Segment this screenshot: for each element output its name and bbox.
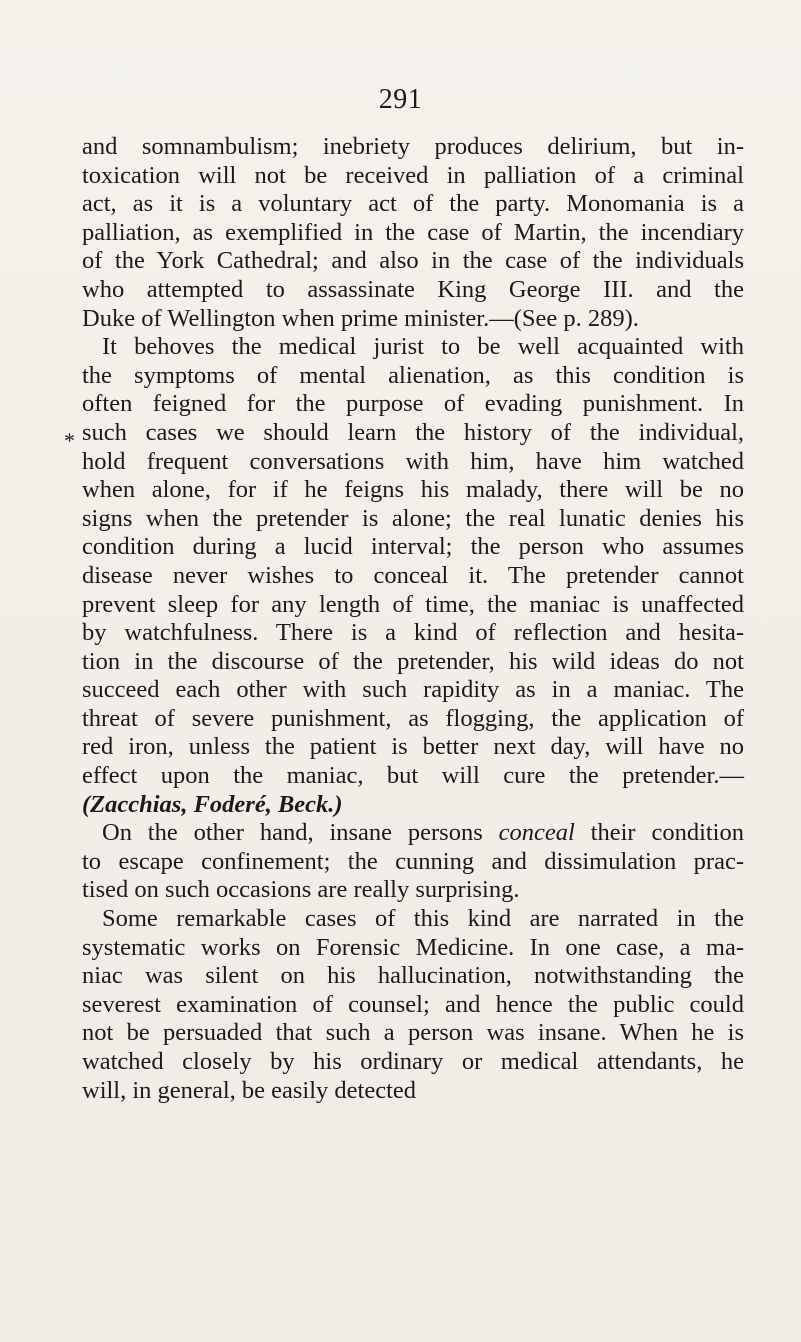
emphasis: conceal [498, 819, 575, 847]
text-line: the symptoms of mental alienation, as this condition is [82, 361, 744, 389]
text-line: often feigned for the purpose of evading punishment. In [82, 390, 744, 418]
text-line: will, in general, be easily detected [82, 1076, 417, 1104]
text-line: signs when the pretender is alone; the real lunatic denies his [82, 504, 744, 532]
text-line: who attempted to assassinate King George III. and the [82, 275, 744, 303]
text-line: tion in the discourse of the pretender, his wild ideas do not [82, 647, 744, 675]
body-text [82, 133, 744, 1105]
text-line: Duke of Wellington when prime minister.—(See p. 289). [82, 304, 639, 332]
text-line: condition during a lucid interval; the person who assumes [82, 533, 744, 561]
text-line: such cases we should learn the history of the individual, [82, 418, 744, 446]
text-line: of the York Cathedral; and also in the case of the individuals [82, 247, 744, 275]
text-line [82, 819, 744, 848]
text-line: hold frequent conversations with him, have him watched [82, 447, 744, 475]
text-line: watched closely by his ordinary or medical attendants, he [82, 1048, 744, 1075]
text-line: by watchfulness. There is a kind of reflection and hesita- [82, 619, 744, 647]
text-line: act, as it is a voluntary act of the party. Monomania is a [82, 190, 744, 218]
citation: (Zacchias, Foderé, Beck.) [82, 790, 343, 818]
text-line: prevent sleep for any length of time, the maniac is unaffected [82, 590, 744, 618]
text-line: red iron, unless the patient is better next day, will have no [82, 733, 744, 761]
text-line: not be persuaded that such a person was insane. When he is [82, 1019, 744, 1047]
margin-asterisk-mark: * [64, 428, 75, 453]
text-line: toxication will not be received in palliation of a criminal [82, 161, 744, 189]
text-line: tised on such occasions are really surprising. [82, 876, 520, 904]
text-line: and somnambulism; inebriety produces delirium, but in- [82, 133, 744, 160]
text-fragment: On the other hand, insane persons [102, 819, 499, 847]
citation-line [82, 791, 744, 820]
text-line: palliation, as exemplified in the case of Martin, the incendiary [82, 218, 744, 246]
page-number: 291 [378, 84, 423, 115]
text-line: to escape confinement; the cunning and dissimulation prac- [82, 847, 744, 875]
text-line: threat of severe punishment, as flogging, the application of [82, 704, 744, 732]
text-line: systematic works on Forensic Medicine. In one case, a ma- [82, 933, 744, 961]
text-line: effect upon the maniac, but will cure the pretender.— [82, 762, 744, 790]
text-line: severest examination of counsel; and hence the public could [82, 990, 744, 1018]
text-line: It behoves the medical jurist to be well acquainted with [102, 333, 744, 361]
text-line: succeed each other with such rapidity as in a maniac. The [82, 676, 744, 704]
text-line: disease never wishes to conceal it. The pretender cannot [82, 561, 744, 589]
text-line: niac was silent on his hallucination, notwithstanding the [82, 962, 744, 990]
text-line: Some remarkable cases of this kind are narrated in the [102, 905, 744, 933]
text-line: when alone, for if he feigns his malady, there will be no [82, 476, 744, 504]
text-fragment: their condition [574, 819, 744, 847]
